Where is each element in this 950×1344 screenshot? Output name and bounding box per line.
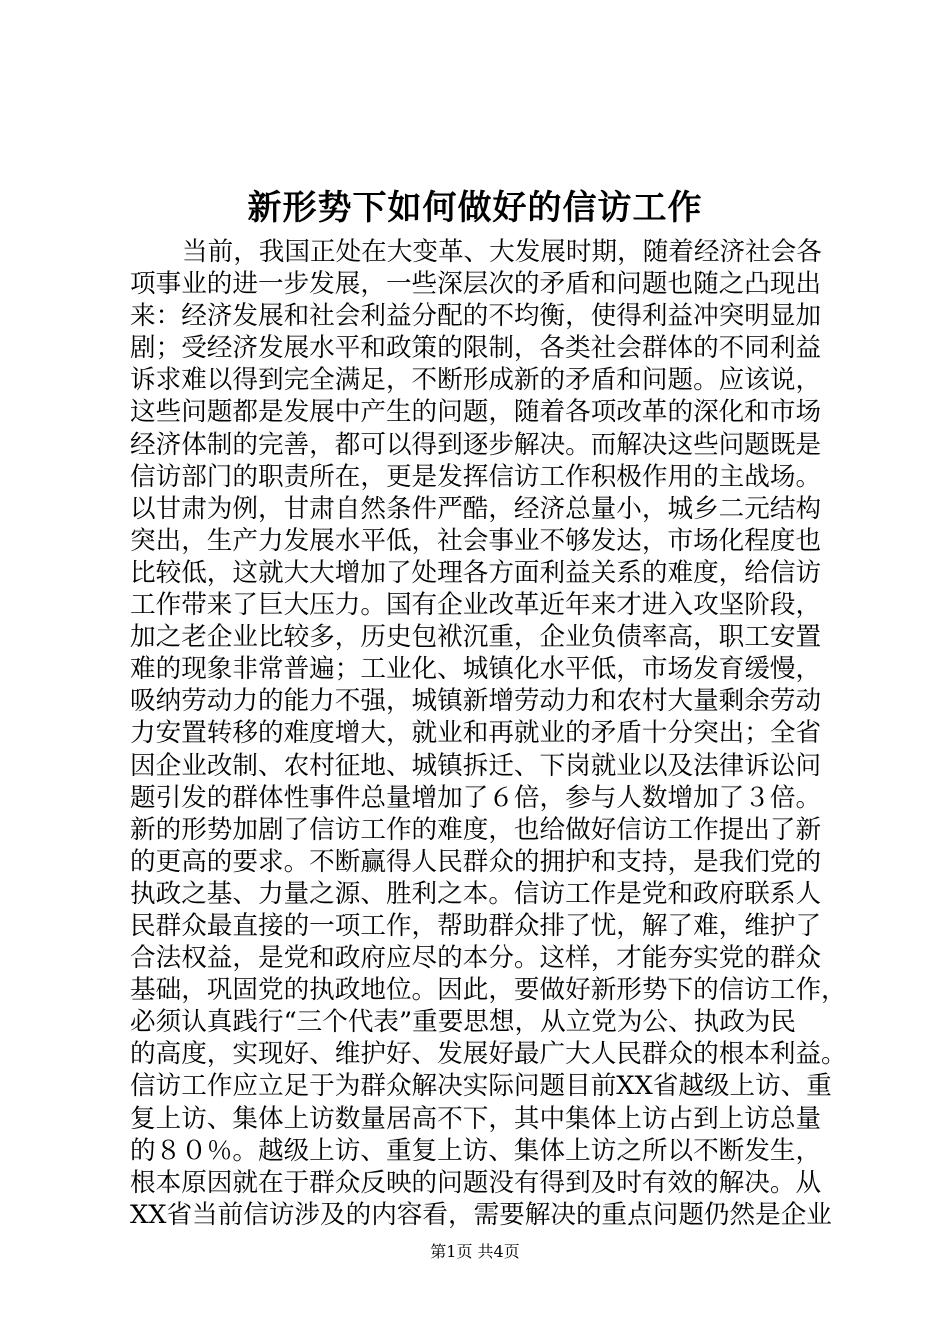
body-line: 合法权益，是党和政府应尽的本分。这样，才能夯实党的群众 [130,943,822,974]
document-title: 新形势下如何做好的信访工作 [247,188,703,228]
body-line: 来：经济发展和社会利益分配的不均衡，使得利益冲突明显加 [130,301,822,332]
body-line: 的８０％。越级上访、重复上访、集体上访之所以不断发生， [130,1135,822,1166]
body-line: 这些问题都是发展中产生的问题，随着各项改革的深化和市场 [130,397,822,428]
body-line: 民群众最直接的一项工作，帮助群众排了忧，解了难，维护了 [130,910,822,941]
body-line: 比较低，这就大大增加了处理各方面利益关系的难度，给信访 [130,557,822,588]
body-line: 新的形势加剧了信访工作的难度，也给做好信访工作提出了新 [130,814,822,845]
body-line: 基础，巩固党的执政地位。因此，要做好新形势下的信访工作， [130,975,847,1006]
body-line: 加之老企业比较多，历史包袱沉重，企业负债率高，职工安置 [130,622,822,653]
body-line: 突出，生产力发展水平低，社会事业不够发达，市场化程度也 [130,525,822,556]
body-line: 的更高的要求。不断赢得人民群众的拥护和支持，是我们党的 [130,846,822,877]
page-footer: 第1页 共4页 [430,1242,520,1261]
body-line: 力安置转移的难度增大，就业和再就业的矛盾十分突出；全省 [130,718,822,749]
document-body [130,236,850,1231]
body-line: 剧；受经济发展水平和政策的限制，各类社会群体的不同利益 [130,333,822,364]
body-line: 根本原因就在于群众反映的问题没有得到及时有效的解决。从 [130,1167,822,1198]
body-line: 执政之基、力量之源、胜利之本。信访工作是党和政府联系人 [130,878,822,909]
body-line: 诉求难以得到完全满足，不断形成新的矛盾和问题。应该说， [130,365,822,396]
body-line: 当前，我国正处在大变革、大发展时期，随着经济社会各 [182,237,822,267]
body-line: 信访部门的职责所在，更是发挥信访工作积极作用的主战场。 [130,461,822,492]
body-line: 必须认真践行“三个代表”重要思想，从立党为公、执政为民 [130,1007,797,1038]
body-line: 项事业的进一步发展，一些深层次的矛盾和问题也随之凸现出 [130,269,822,300]
body-line: 因企业改制、农村征地、城镇拆迁、下岗就业以及法律诉讼问 [130,750,822,781]
body-line: 题引发的群体性事件总量增加了６倍，参与人数增加了３倍。 [130,782,822,813]
body-line: 经济体制的完善，都可以得到逐步解决。而解决这些问题既是 [130,429,822,460]
body-line: 吸纳劳动力的能力不强，城镇新增劳动力和农村大量剩余劳动 [130,686,822,717]
body-line: 难的现象非常普遍；工业化、城镇化水平低，市场发育缓慢， [130,654,822,685]
body-line: 信访工作应立足于为群众解决实际问题目前XX省越级上访、重 [130,1071,832,1102]
body-line: XX省当前信访涉及的内容看，需要解决的重点问题仍然是企业 [130,1199,832,1230]
body-line: 以甘肃为例，甘肃自然条件严酷，经济总量小，城乡二元结构 [130,493,822,524]
body-line: 复上访、集体上访数量居高不下，其中集体上访占到上访总量 [130,1103,822,1134]
body-line: 的高度，实现好、维护好、发展好最广大人民群众的根本利益。 [130,1039,847,1070]
body-line: 工作带来了巨大压力。国有企业改革近年来才进入攻坚阶段， [130,590,822,621]
